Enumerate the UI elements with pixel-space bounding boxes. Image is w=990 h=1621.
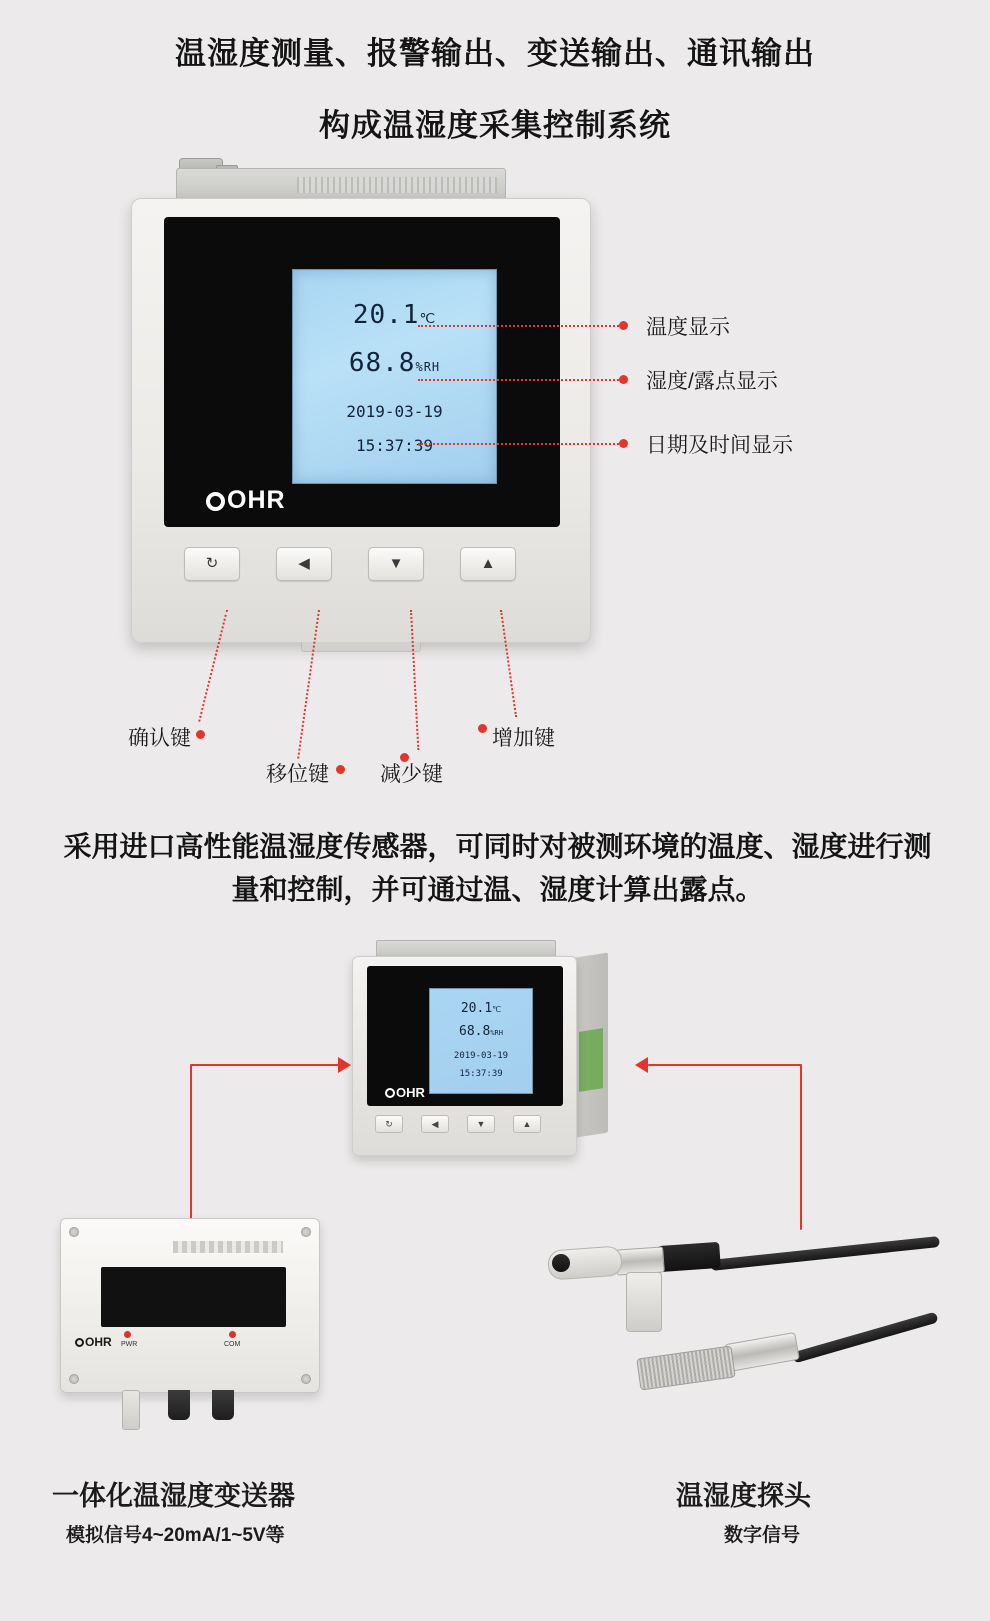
secondary-button-row — [375, 1115, 555, 1137]
comm-led-label: COM — [224, 1341, 241, 1348]
connector-left-arrowhead — [338, 1057, 351, 1073]
confirm-button[interactable]: ↻ — [184, 547, 240, 581]
secondary-lcd-humidity-value: 68.8 — [459, 1024, 491, 1039]
secondary-lcd-temperature-row — [430, 1001, 532, 1016]
headline-line-1: 温湿度测量、报警输出、变送输出、通讯输出 — [175, 36, 815, 71]
lcd-humidity-row — [293, 348, 496, 378]
secondary-lcd-temperature-unit: ℃ — [492, 1005, 502, 1014]
power-led-label: PWR — [121, 1341, 138, 1348]
transmitter-caption-subtitle: 模拟信号4~20mA/1~5V等 — [66, 1525, 285, 1546]
connector-right-vertical — [800, 1065, 802, 1230]
probe-cable-lower — [791, 1312, 938, 1364]
transmitter-screw-br — [301, 1374, 311, 1384]
transmitter-sensor-probe — [122, 1390, 140, 1430]
secondary-decrease-button[interactable]: ▼ — [467, 1115, 495, 1133]
device-body — [131, 198, 591, 643]
leader-dot-increase — [478, 724, 487, 733]
probe-cable-upper — [710, 1236, 940, 1271]
lcd-humidity-value: 68.8 — [348, 348, 416, 378]
lcd-time-value: 15:37:39 — [355, 436, 434, 455]
secondary-lcd-date-value: 2019-03-19 — [453, 1051, 509, 1061]
secondary-shift-button[interactable]: ◀ — [421, 1115, 449, 1133]
comm-led-icon — [229, 1331, 236, 1338]
callout-label-datetime: 日期及时间显示 — [646, 434, 793, 457]
lcd-temperature-value: 20.1 — [352, 300, 420, 330]
probe-mount-flange — [626, 1272, 662, 1332]
transmitter-screw-tl — [69, 1227, 79, 1237]
transmitter-body — [60, 1218, 320, 1393]
shift-button[interactable]: ◀ — [276, 547, 332, 581]
callout-line-humidity — [418, 379, 623, 381]
description-paragraph: 采用进口高性能温湿度传感器，可同时对被测环境的温度、湿度进行测量和控制，并可通过温、湿度计算出露点。 — [63, 831, 932, 906]
decrease-button[interactable]: ▼ — [368, 547, 424, 581]
lcd-display — [292, 269, 497, 484]
transmitter-screw-tr — [301, 1227, 311, 1237]
callout-label-humidity: 湿度/露点显示 — [646, 370, 778, 393]
secondary-terminal-block — [579, 1028, 603, 1092]
key-label-decrease: 减少键 — [380, 763, 443, 786]
secondary-increase-button[interactable]: ▲ — [513, 1115, 541, 1133]
main-controller-device — [131, 168, 591, 648]
callout-label-temperature: 温度显示 — [646, 316, 730, 339]
connector-right-arrowhead — [635, 1057, 648, 1073]
callout-dot-humidity — [619, 375, 628, 384]
secondary-lcd-humidity-row — [430, 1024, 532, 1039]
secondary-lcd-humidity-unit: %RH — [490, 1029, 503, 1037]
probe-caption-subtitle: 数字信号 — [724, 1525, 801, 1546]
key-label-increase: 增加键 — [492, 727, 555, 750]
transmitter-product-label — [173, 1241, 283, 1253]
device-top-cap — [176, 168, 506, 200]
probe-sintered-filter — [636, 1345, 736, 1390]
probe-connector-upper — [657, 1242, 721, 1272]
transmitter-display-window — [101, 1267, 286, 1327]
transmitter-caption-title: 一体化温湿度变送器 — [52, 1481, 295, 1511]
device-front-panel — [164, 217, 560, 527]
transmitter-brand-logo — [75, 1335, 112, 1349]
lcd-date-value: 2019-03-19 — [346, 402, 443, 421]
secondary-brand-logo — [385, 1085, 425, 1100]
power-led-icon — [124, 1331, 131, 1338]
ventilation-slots — [297, 177, 497, 193]
secondary-brand-text: OHR — [396, 1085, 425, 1100]
callout-line-temperature — [418, 325, 623, 327]
headline-line-2: 构成温湿度采集控制系统 — [319, 108, 671, 143]
secondary-front-panel — [367, 966, 563, 1106]
leader-dot-confirm — [196, 730, 205, 739]
lcd-humidity-unit: %RH — [415, 360, 441, 374]
secondary-lcd-time-value: 15:37:39 — [459, 1069, 503, 1079]
transmitter-brand-o-icon — [75, 1338, 84, 1347]
transmitter-screw-bl — [69, 1374, 79, 1384]
connector-right-horizontal — [648, 1064, 802, 1066]
probe-caption-title: 温湿度探头 — [676, 1481, 811, 1511]
callout-dot-datetime — [619, 439, 628, 448]
secondary-controller-device — [352, 940, 607, 1180]
connector-left-vertical — [190, 1065, 192, 1225]
device-button-row — [184, 547, 544, 587]
device-bottom-tab — [301, 642, 421, 652]
integrated-transmitter-device — [60, 1218, 330, 1433]
probe-connector-lower — [724, 1332, 800, 1372]
cable-gland-right — [212, 1390, 234, 1420]
key-label-shift: 移位键 — [266, 763, 329, 786]
connector-left-horizontal — [190, 1064, 340, 1066]
probe-tip-upper — [552, 1254, 570, 1272]
cable-gland-left — [168, 1390, 190, 1420]
key-label-confirm: 确认键 — [128, 727, 191, 750]
brand-o-icon — [206, 492, 225, 511]
brand-logo — [206, 486, 286, 515]
transmitter-brand-text: OHR — [85, 1335, 112, 1349]
lcd-temperature-unit: ℃ — [419, 311, 437, 327]
secondary-lcd-temperature-value: 20.1 — [460, 1001, 493, 1016]
secondary-lcd-display — [429, 988, 533, 1094]
brand-text: OHR — [227, 486, 286, 514]
callout-line-datetime — [418, 443, 623, 445]
callout-dot-temperature — [619, 321, 628, 330]
leader-dot-shift — [336, 765, 345, 774]
secondary-confirm-button[interactable]: ↻ — [375, 1115, 403, 1133]
temperature-humidity-probe — [530, 1230, 930, 1430]
secondary-brand-o-icon — [385, 1088, 395, 1098]
secondary-device-body — [352, 956, 577, 1156]
increase-button[interactable]: ▲ — [460, 547, 516, 581]
